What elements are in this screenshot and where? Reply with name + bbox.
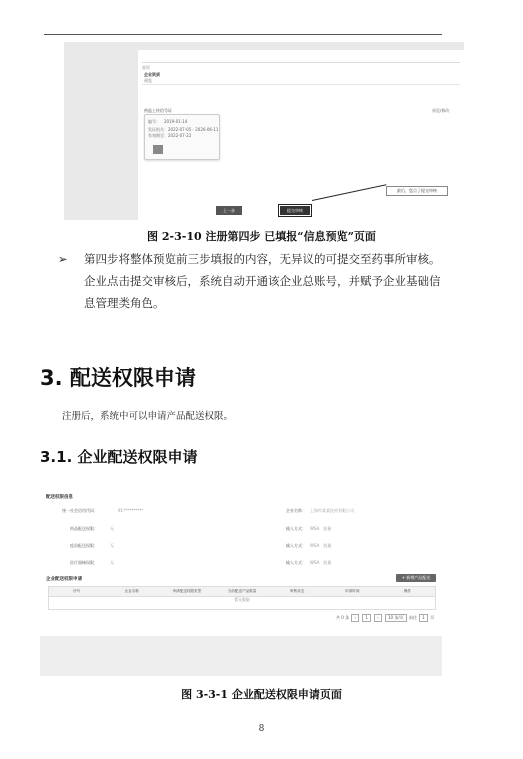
column-header: 审核状态 bbox=[289, 589, 305, 593]
card-line: 有效期至：2022-07-22 bbox=[148, 133, 192, 138]
column-header: 申请配送权限类型 bbox=[172, 589, 202, 593]
pager-prev-button[interactable]: ‹ bbox=[351, 614, 359, 622]
certificate-thumbnail[interactable] bbox=[153, 145, 163, 154]
prev-step-label: 上一步 bbox=[223, 208, 235, 213]
column-header: 操作 bbox=[403, 589, 411, 593]
pager-goto-label: 前往 bbox=[408, 615, 417, 620]
figure2-caption: 图 3-3-1 企业配送权限申请页面 bbox=[181, 688, 342, 701]
row-label: 统一社会信用代码： bbox=[62, 508, 98, 513]
section-sub[interactable]: 预览 bbox=[144, 78, 152, 83]
paragraph-line: 企业点击提交审核后，系统自动开通该企业总账号，并赋予企业基础信 bbox=[84, 274, 441, 288]
paragraph-line: 息管理类角色。 bbox=[84, 296, 165, 310]
empty-state: 暂无数据 bbox=[234, 597, 250, 602]
page-number: 8 bbox=[258, 724, 265, 734]
section3-heading: 3. 配送权限申请 bbox=[40, 366, 196, 390]
section-title: 企业资质 bbox=[144, 72, 160, 77]
figure1-screenshot bbox=[64, 42, 464, 220]
figure1-window bbox=[138, 50, 466, 220]
radio-options[interactable]: WSA 批量 bbox=[310, 560, 332, 565]
radio-options[interactable]: WSA 批量 bbox=[310, 543, 332, 548]
pager-next-button[interactable]: › bbox=[374, 614, 382, 622]
column-header: 当前配送产品数量 bbox=[227, 589, 257, 593]
column-header: 序号 bbox=[72, 589, 81, 593]
pager-size-select[interactable]: 10 条/页 bbox=[385, 614, 407, 622]
pager-suffix: 页 bbox=[430, 615, 435, 620]
pager-goto-input[interactable]: 1 bbox=[419, 614, 428, 622]
add-button-label: + 新增产品配送 bbox=[401, 575, 431, 580]
row-label: 企业名称： bbox=[286, 508, 306, 513]
row-label: 疫苗配送权限： bbox=[70, 543, 98, 548]
figure2-screenshot bbox=[40, 488, 442, 676]
certificate-card bbox=[144, 114, 220, 160]
add-product-delivery-button[interactable] bbox=[396, 574, 436, 582]
header-rule bbox=[44, 34, 442, 35]
table-header bbox=[49, 587, 435, 597]
tab-home[interactable]: 首页 bbox=[142, 65, 150, 70]
pager-total: 共 0 条 bbox=[336, 615, 350, 620]
panel2-title: 企业配送权限申请 bbox=[46, 577, 82, 582]
bullet-arrow: ➢ bbox=[58, 252, 68, 266]
radio-options[interactable]: WSA 批量 bbox=[310, 526, 332, 531]
row-value: 上海市某某医药有限公司 bbox=[310, 508, 354, 513]
column-header: 申请时间 bbox=[345, 589, 360, 593]
tab-bar bbox=[142, 54, 460, 70]
row-value: 无 bbox=[110, 560, 114, 565]
card-line: 发证机关：2022-07-05 - 2026-06-11 bbox=[148, 127, 219, 132]
submit-review-button[interactable] bbox=[280, 206, 310, 215]
section3-intro: 注册后，系统中可以申请产品配送权限。 bbox=[62, 411, 234, 422]
card-line: 编号： 2019-01-14 bbox=[148, 119, 188, 124]
pagination bbox=[336, 614, 434, 622]
bullet-text: 第四步将整体预览前三步填报的内容，无异议的可提交至药事所审核。 bbox=[84, 252, 441, 266]
row-value: 91********** bbox=[118, 508, 144, 513]
row-label: 输入方式： bbox=[286, 560, 306, 565]
row-label: 医疗器械权限： bbox=[70, 560, 98, 565]
tooltip-box bbox=[386, 186, 448, 196]
panel1-title: 配送权限信息 bbox=[46, 495, 73, 500]
tooltip-text: 最后，您点了提交审核 bbox=[397, 188, 437, 193]
block-title: 药监上传信号证 bbox=[144, 108, 172, 113]
block-action[interactable]: 预览/修改 bbox=[432, 108, 450, 113]
prev-step-button[interactable] bbox=[216, 206, 242, 215]
row-label: 输入方式： bbox=[286, 543, 306, 548]
application-table bbox=[48, 586, 436, 610]
row-value: 无 bbox=[110, 526, 114, 531]
row-value: 无 bbox=[110, 543, 114, 548]
section31-heading: 3.1. 企业配送权限申请 bbox=[40, 448, 198, 466]
pager-page-button[interactable]: 1 bbox=[362, 614, 371, 622]
column-header: 企业名称 bbox=[124, 589, 139, 593]
submit-review-label: 提交审核 bbox=[287, 208, 303, 213]
pointer-arrow bbox=[312, 184, 387, 201]
row-label: 药品配送权限： bbox=[70, 526, 98, 531]
row-label: 输入方式： bbox=[286, 526, 306, 531]
divider bbox=[142, 84, 460, 85]
figure1-caption: 图 2-3-10 注册第四步 已填报“信息预览”页面 bbox=[147, 230, 376, 243]
figure2-footer-area bbox=[40, 636, 442, 676]
